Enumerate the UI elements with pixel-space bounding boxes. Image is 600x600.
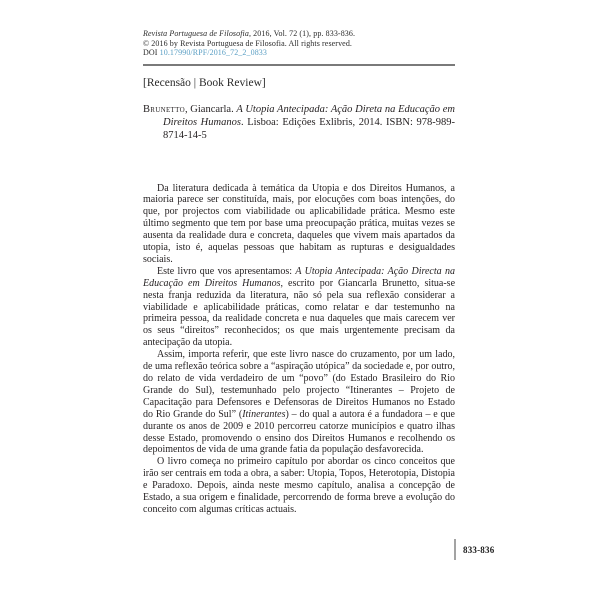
paragraph: Assim, importa referir, que este livro nasce do cruzamento, por um lado, de uma reflexão teórica sobre a “aspiração utópica” da sociedade e, por outro, do relato de vida verdadeiro de um “povo” (do Estado Brasileiro do Rio Grande do Sul), testemunhado pelo projecto “Itinerantes – Projeto de Capacitação para Defensores e Defensoras de Direitos Humanos no Estado do Rio Grande do Sul” (Itinerantes) – do qual a autora é a fundadora – e que durante os anos de 2009 e 2010 percorreu catorze municípios e quatro ilhas desse Estado, promovendo o ensino dos Direitos Humanos e recolhendo os depoimentos de vida de uma grande fatia da população desfavorecida.	[143, 349, 455, 456]
paragraph: O livro começa no primeiro capítulo por abordar os cinco conceitos que irão ser centrais em toda a obra, a saber: Utopia, Topos, Heterotopia, Distopia e Paradoxo. Depois, ainda neste mesmo capítulo, analisa a concepção de Estado, a sua origem e finalidade, percorrendo de forma breve a evolução do conceito com algumas críticas actuais.	[143, 456, 455, 515]
doi-link[interactable]: 10.17990/RPF/2016_72_2_0833	[159, 48, 268, 57]
page-number: 833-836	[463, 544, 495, 555]
doi-label: DOI	[143, 48, 160, 57]
copyright-line: © 2016 by Revista Portuguesa de Filosofia. All rights reserved.	[143, 38, 353, 48]
journal-reference-rest: , 2016, Vol. 72 (1), pp. 833-836.	[248, 29, 356, 38]
section-label: [Recensão | Book Review]	[143, 76, 266, 89]
doi-line	[143, 48, 455, 58]
journal-title: Revista Portuguesa de Filosofia	[143, 29, 249, 38]
footer-divider-bar	[454, 539, 456, 560]
book-citation: Brunetto, Giancarla. A Utopia Antecipada: Ação Direta na Educação em Direitos Humanos. Lisboa: Edições Exlibris, 2014. ISBN: 978-989-8714-14-5	[143, 103, 455, 141]
paragraph: Da literatura dedicada à temática da Utopia e dos Direitos Humanos, a maioria parece ser constituída, mais, por elocuções com boas intenções, do que, por projectos com viabilidade ou aplicabilidade prática. Mesmo este último segmento que tem por base uma preocupação prática, muitas vezes se ausenta da realidade dura e concreta, daqueles que vivem mais apartados da utopia, isto é, aquelas pessoas que habitam as rupturas e desigualdades sociais.	[143, 182, 455, 265]
journal-reference-line	[143, 29, 455, 39]
header-divider	[143, 64, 455, 66]
page-content	[143, 29, 455, 516]
journal-header	[143, 29, 455, 58]
review-body	[143, 183, 455, 516]
page-footer	[454, 539, 494, 560]
paragraph: Este livro que vos apresentamos: A Utopia Antecipada: Ação Directa na Educação em Direitos Humanos, escrito por Giancarla Brunetto, situa-se nesta franja reduzida da literatura, não só pela sua reflexão considerar a viabilidade e aplicabilidade práticas, como relatar e dar testemunho na primeira pessoa, da realidade concreta e nua daqueles que mais carecem ver os seus “direitos” reconhecidos; os que mais urgentemente precisam da antecipação da utopia.	[143, 265, 456, 349]
